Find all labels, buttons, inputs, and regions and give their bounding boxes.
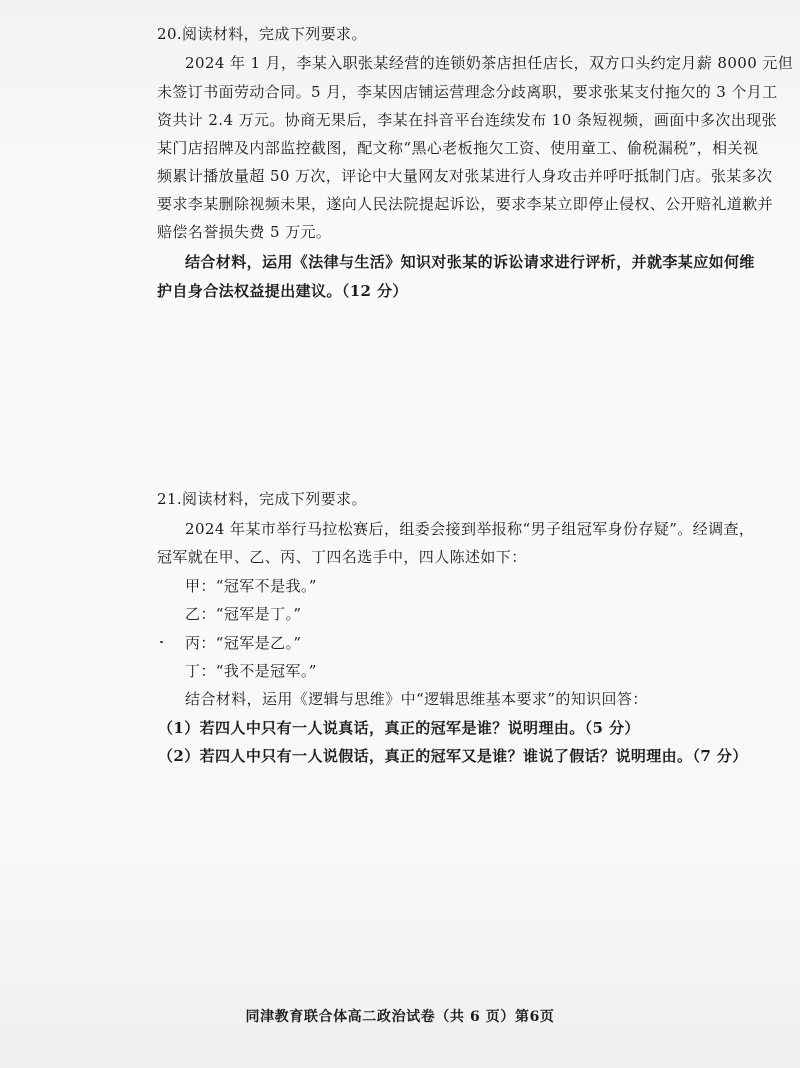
material-line: 冠军就在甲、乙、丙、丁四名选手中，四人陈述如下：: [157, 548, 527, 566]
material-line: 未签订书面劳动合同。5 月，李某因店铺运营理念分歧离职，要求张某支付拖欠的 3 个月工: [157, 83, 778, 101]
statement-yi: 乙：“冠军是丁。”: [185, 605, 302, 623]
sub-question-2: （2）若四人中只有一人说假话，真正的冠军又是谁？谁说了假话？说明理由。（7 分）: [158, 747, 748, 765]
statement-ding: 丁：“我不是冠军。”: [185, 662, 317, 680]
task-line: 护自身合法权益提出建议。（12 分）: [157, 282, 408, 300]
material-line: 某门店招牌及内部监控截图，配文称“黑心老板拖欠工资、使用童工、偷税漏税”，相关视: [157, 139, 759, 157]
task-line: 结合材料，运用《法律与生活》知识对张某的诉讼请求进行评析，并就李某应如何维: [185, 253, 755, 271]
question-20-title: 20.阅读材料，完成下列要求。: [157, 25, 367, 43]
material-line: 2024 年某市举行马拉松赛后，组委会接到举报称“男子组冠军身份存疑”。经调查，: [185, 520, 755, 538]
material-line: 资共计 2.4 万元。协商无果后，李某在抖音平台连续发布 10 条短视频，画面中多次出现张: [157, 111, 778, 129]
material-line: 2024 年 1 月，李某入职张某经营的连锁奶茶店担任店长，双方口头约定月薪 8000 元但: [185, 54, 794, 72]
material-line: 频累计播放量超 50 万次，评论中大量网友对张某进行人身攻击并呼吁抵制门店。张某多次: [157, 167, 773, 185]
page-footer: 同津教育联合体高二政治试卷（共 6 页）第6页: [245, 1009, 555, 1025]
question-21-title: 21.阅读材料，完成下列要求。: [157, 490, 367, 508]
statement-jia: 甲：“冠军不是我。”: [185, 577, 317, 595]
material-line: 要求李某删除视频未果，遂向人民法院提起诉讼，要求李某立即停止侵权、公开赔礼道歉并: [157, 195, 774, 213]
instruction-line: 结合材料，运用《逻辑与思维》中“逻辑思维基本要求”的知识回答：: [185, 690, 648, 708]
sub-question-1: （1）若四人中只有一人说真话，真正的冠军是谁？说明理由。（5 分）: [158, 719, 640, 737]
material-line: 赔偿名誉损失费 5 万元。: [157, 223, 332, 241]
statement-bing: 丙：“冠军是乙。”: [185, 634, 302, 652]
scan-speck: [160, 641, 163, 643]
